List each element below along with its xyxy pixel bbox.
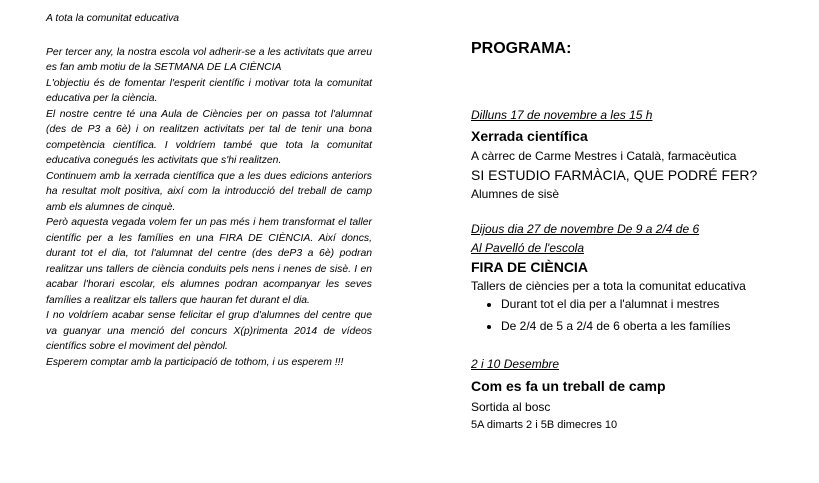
event1-date: Dilluns 17 de novembre a les 15 h	[471, 108, 653, 122]
event2-desc: Tallers de ciències per a tota la comunitat educativa	[471, 279, 746, 293]
letter-paragraph: Continuem amb la xerrada científica que a les dues edicions anteriors ha resultat molt positiva, així com la introducció del treball de camp amb els alumnes de cinquè.	[46, 170, 372, 213]
event1-title: Xerrada científica	[471, 128, 588, 144]
list-item: • De 2/4 de 5 a 2/4 de 6 oberta a les famílies	[501, 315, 811, 337]
event2-date: Dijous dia 27 de novembre De 9 a 2/4 de 6	[471, 222, 700, 236]
letter-paragraph: El nostre centre té una Aula de Ciències per on passa tot l'alumnat (des de P3 a 6è) i on realitzen activitats per tal de tenir una bona competència científica. I voldríem també que tota la comunitat educativa conegués les activitats que s'hi realitzen.	[46, 108, 372, 166]
event2-list	[471, 293, 811, 337]
event1-speaker: A càrrec de Carme Mestres i Català, farmacèutica	[471, 149, 737, 163]
event3-desc: Sortida al bosc	[471, 400, 551, 414]
letter-paragraph: I no voldríem acabar sense felicitar el grup d'alumnes del centre que va guanyar una menció del concurs X(p)rimenta 2014 de vídeos científics sobre el moviment del pèndol.	[46, 310, 372, 352]
event1-talk: SI ESTUDIO FARMÀCIA, QUE PODRÉ FER?	[471, 167, 758, 183]
event2-title: FIRA DE CIÈNCIA	[471, 259, 588, 275]
event3-title: Com es fa un treball de camp	[471, 378, 666, 394]
programa-column	[471, 40, 811, 431]
letter-column	[46, 11, 372, 370]
event3-schedule: 5A dimarts 2 i 5B dimecres 10	[471, 419, 618, 431]
letter-paragraph: Però aquesta vegada volem fer un pas més i hem transformat el taller científic per a les famílies en una FIRA DE CIÈNCIA. Així doncs, durant tot el dia, tot l'alumnat del centre (des deP3 a 6è) podran realitzar uns tallers de ciència conduits pels nens i nenes de sisè. I en acabar l'horari escolar, els alumnes podran acompanyar les seves famílies a realitzar els tallers que hauran fet durant el dia.	[46, 217, 372, 306]
programa-title: PROGRAMA:	[471, 40, 572, 57]
event2-place: Al Pavelló de l'escola	[471, 241, 585, 255]
list-item: • Durant tot el dia per a l'alumnat i mestres	[501, 293, 811, 315]
letter-paragraph: L'objectiu és de fomentar l'esperit científic i motivar tota la comunitat educativa per la ciència.	[46, 77, 372, 104]
letter-paragraph: Per tercer any, la nostra escola vol adherir-se a les activitats que arreu es fan amb motiu de la SETMANA DE LA CIÈNCIA	[46, 46, 372, 73]
event3-date: 2 i 10 Desembre	[471, 357, 560, 371]
letter-greeting: A tota la comunitat educativa	[46, 13, 180, 24]
event1-audience: Alumnes de sisè	[471, 187, 560, 201]
letter-paragraph: Esperem comptar amb la participació de tothom, i us esperem !!!	[46, 356, 344, 368]
